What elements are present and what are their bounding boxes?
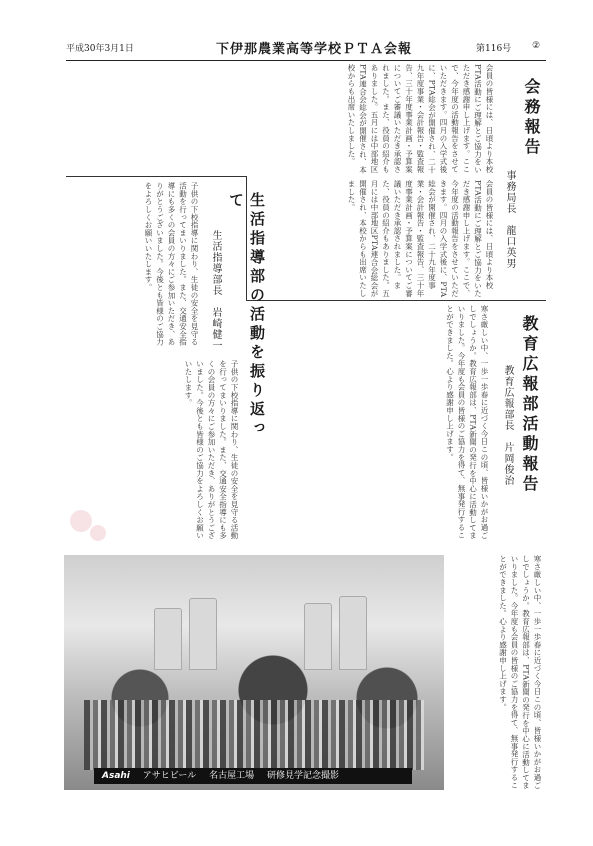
banner-brand: Asahi xyxy=(102,771,130,781)
divider xyxy=(66,176,246,177)
author-role: 教育広報部長 xyxy=(502,365,513,431)
article-body-cont: 寒さ厳しい中、一歩一歩春に近づく今日この頃、皆様いかがお過ごしでしょうか。教育広報部は、PTA新聞の発行を中心に活動してまいりました。今年度も会員の皆様のご協力を得て、無事発行することができました。心より感謝申し上げます。 xyxy=(498,555,542,790)
article-title: 生活指導部の活動を振り返って xyxy=(227,192,266,439)
article-body: 会員の皆様には、日頃より本校PTA活動にご理解とご協力をいただき感謝申し上げます。ここで、今年度の活動報告をさせていただきます。四月の入学式後に、PTA総会が開催され、二十九年度事業・会計報告・監査報告、三十年度事業計画・予算案についてご審議いただき承認されました。また、役員の紹介もありました。五月には中部地区PTA連合会総会が開催され、本校からも出席いたしました。 xyxy=(347,64,494,174)
flower-decoration xyxy=(90,525,106,541)
photo-banner xyxy=(94,768,412,784)
banner-brand-ja: アサヒビール xyxy=(142,771,197,781)
banner-factory: 名古屋工場 xyxy=(209,771,255,781)
group-photo xyxy=(64,555,444,790)
author-role: 生活指導部長 xyxy=(210,230,221,296)
flower-decoration xyxy=(70,510,92,532)
article-author-line xyxy=(502,170,517,300)
article-body-cont: 会員の皆様には、日頃より本校PTA活動にご理解とご協力をいただき感謝申し上げます。ここで、今年度の活動報告をさせていただきます。四月の入学式後に、PTA総会が開催され、二十九年度事業・会計報告・監査報告、三十年度事業計画・予算案についてご審議いただき承認されました。また、役員の紹介もありました。五月には中部地区PTA連合会総会が開催され、本校からも出席いたしました。 xyxy=(347,180,494,298)
author-name: 岩崎健一 xyxy=(210,307,221,351)
article-author-line xyxy=(500,365,515,545)
author-name: 龍口英男 xyxy=(504,225,515,269)
article-title: 会務報告 xyxy=(522,78,541,158)
article-body: 寒さ厳しい中、一歩一歩春に近づく今日この頃、皆様いかがお過ごしでしょうか。教育広報部は、PTA新聞の発行を中心に活動してまいりました。今年度も会員の皆様のご協力を得て、無事発行することができました。心より感謝申し上げます。 xyxy=(445,305,489,540)
author-role: 事務局長 xyxy=(504,170,515,214)
author-name: 片岡俊治 xyxy=(502,442,513,486)
divider xyxy=(246,300,546,301)
newsletter-title: 下伊那農業高等学校ＰＴＡ会報 xyxy=(216,42,413,57)
article-author-line xyxy=(208,230,223,370)
banner-caption: 研修見学記念撮影 xyxy=(267,771,340,781)
article-body: 子供の下校指導に関わり、生徒の安全を見守る活動を行ってまいりました。また、交通安全指導にも多くの会員の方々にご参加いただき、ありがとうございました。今後とも皆様のご協力をよろしくお願いいたします。 xyxy=(144,182,199,346)
crowd xyxy=(84,700,424,770)
page-header xyxy=(66,36,546,61)
article-body-cont: 子供の下校指導に関わり、生徒の安全を見守る活動を行ってまいりました。また、交通安全指導にも多くの会員の方々にご参加いただき、ありがとうございました。今後とも皆様のご協力をよろしくお願いいたします。 xyxy=(184,360,239,540)
issue-date: 平成30年3月1日 xyxy=(66,44,134,54)
page-number: ② xyxy=(532,41,541,51)
issue-number: 第116号 xyxy=(476,44,512,54)
article-title: 教育広報部活動報告 xyxy=(520,315,539,495)
